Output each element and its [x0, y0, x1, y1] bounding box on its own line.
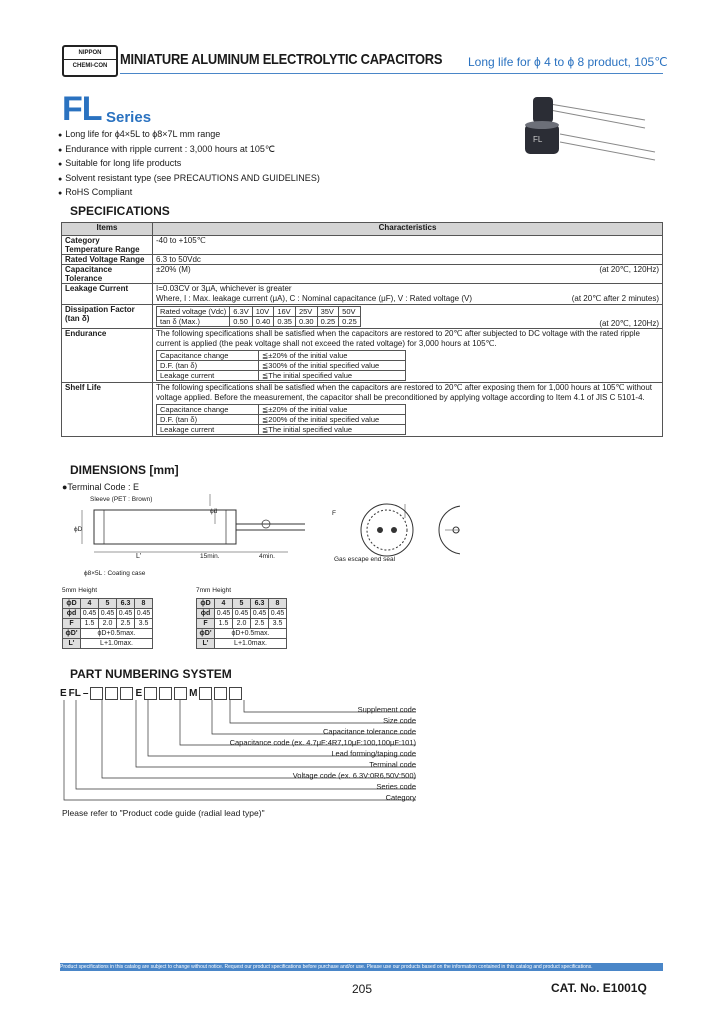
- dim-cell: 5: [233, 599, 251, 609]
- endurance-val: ≦300% of the initial specified value: [259, 361, 406, 371]
- dim-cell: 1.5: [81, 619, 99, 629]
- product-code-note: Please refer to "Product code guide (radial lead type)": [62, 808, 265, 818]
- dimension-table-5mm: [62, 598, 153, 649]
- dim-cell: L': [197, 639, 215, 649]
- df-voltage: 16V: [274, 307, 296, 317]
- code-box: [174, 687, 187, 700]
- feature-list: [58, 128, 320, 201]
- code-box: [120, 687, 133, 700]
- dim-cell: 0.45: [233, 609, 251, 619]
- pn-label: Size code: [383, 716, 416, 725]
- endurance-cell: [153, 329, 663, 383]
- dim-cell: ϕD: [63, 599, 81, 609]
- category-temp-value: -40 to +105℃: [153, 236, 663, 255]
- dim-cell: 0.45: [117, 609, 135, 619]
- cap-tol-label: Capacitance Tolerance: [62, 265, 153, 284]
- catalog-title: MINIATURE ALUMINUM ELECTROLYTIC CAPACITORS: [120, 51, 443, 68]
- series-code: FL: [62, 90, 102, 128]
- dim-cell: 4: [81, 599, 99, 609]
- dim-cell: 4: [215, 599, 233, 609]
- pn-label: Terminal code: [369, 760, 416, 769]
- shelf-life-table: [156, 404, 406, 435]
- df-value: 0.30: [295, 317, 317, 327]
- leakage-line2: Where, I : Max. leakage current (μA), C : Nominal capacitance (μF), V : Rated voltage (V): [156, 294, 472, 303]
- dim-cell: F: [197, 619, 215, 629]
- gas-escape-label: Gas escape end seal: [334, 556, 396, 563]
- feature-item: ● Suitable for long life products: [58, 157, 320, 172]
- shelf-val: ≦±20% of the initial value: [259, 405, 406, 415]
- df-voltage-label: Rated voltage (Vdc): [157, 307, 230, 317]
- product-tagline: Long life for ϕ 4 to ϕ 8 product, 105℃: [468, 55, 668, 69]
- code-box: [90, 687, 103, 700]
- dim-cell: 2.5: [251, 619, 269, 629]
- shelf-val: ≦200% of the initial specified value: [259, 415, 406, 425]
- pn-label: Capacitance code (ex. 4.7μF:4R7,10μF:100,100μF:101): [229, 738, 416, 747]
- dim-cell: 0.45: [251, 609, 269, 619]
- feature-item: ● RoHS Compliant: [58, 186, 320, 201]
- endurance-text: The following specifications shall be satisfied when the capacitors are restored to 20℃ after subjected to DC voltage with the rated ripple current is applied (the peak voltage shall not exceed the rated voltage) for 3,000 hours at 105℃.: [156, 329, 640, 348]
- table-title-7mm: 7mm Height: [196, 587, 232, 594]
- df-label: Dissipation Factor: [65, 305, 135, 314]
- shelf-key: Capacitance change: [157, 405, 259, 415]
- df-voltage: 35V: [317, 307, 339, 317]
- df-value: 0.40: [252, 317, 274, 327]
- dim-cell: 2.0: [233, 619, 251, 629]
- category-temp-label: Category Temperature Range: [62, 236, 153, 255]
- dim-cell: ϕd: [63, 609, 81, 619]
- dim-cell: ϕD': [197, 629, 215, 639]
- endurance-key: Capacitance change: [157, 351, 259, 361]
- pn-label: Voltage code (ex. 6.3V:0R6,50V:500): [292, 771, 416, 780]
- footer-disclaimer: Product specifications in this catalog are subject to change without notice. Request our product specifications before purchase and/or use. Please use our products based on the information contained in this catalog and product specifications.: [60, 964, 593, 970]
- df-voltage: 50V: [339, 307, 361, 317]
- code-tolerance: M: [189, 688, 198, 699]
- dimensions-heading: DIMENSIONS [mm]: [70, 463, 179, 477]
- specifications-heading: SPECIFICATIONS: [70, 204, 170, 218]
- dim-cell: 0.45: [99, 609, 117, 619]
- series-word: Series: [106, 109, 152, 126]
- code-dash: –: [82, 688, 89, 699]
- dim-cell: ϕD: [197, 599, 215, 609]
- table-title-5mm: 5mm Height: [62, 587, 98, 594]
- dim-cell: ϕD+0.5max.: [215, 629, 287, 639]
- page-number: 205: [352, 982, 373, 996]
- Lp-label: L': [136, 553, 142, 560]
- logo-line1: NIPPON: [78, 50, 102, 56]
- df-cond: (at 20℃, 120Hz): [599, 319, 659, 328]
- endurance-val: ≦±20% of the initial value: [259, 351, 406, 361]
- code-terminal: E: [135, 688, 143, 699]
- df-value: 0.25: [317, 317, 339, 327]
- dim-cell: L+1.0max.: [215, 639, 287, 649]
- dim-cell: 8: [135, 599, 153, 609]
- shelf-life-text: The following specifications shall be satisfied when the capacitors are restored to 20℃ after exposing them for 1,000 hours at 105℃ without voltage applied. Before the measurement, the capacitor shall be preconditioned by applying voltage according to Item 4.1 of JIS C 5101-4.: [156, 383, 653, 402]
- logo-line2: CHEMI-CON: [64, 59, 116, 72]
- df-value: 0.35: [274, 317, 296, 327]
- col-characteristics: Characteristics: [153, 223, 663, 236]
- df-label2: (tan δ): [65, 314, 90, 323]
- dim-cell: F: [63, 619, 81, 629]
- endurance-key: Leakage current: [157, 371, 259, 381]
- phiD-label: ϕD: [74, 526, 83, 533]
- cap-tol-value: ±20% (M): [156, 265, 191, 274]
- dim-cell: 3.5: [269, 619, 287, 629]
- endurance-key: D.F. (tan δ): [157, 361, 259, 371]
- sleeve-label: Sleeve (PET : Brown): [90, 496, 153, 503]
- F-label: F: [332, 510, 336, 517]
- dim-cell: 2.5: [117, 619, 135, 629]
- nippon-chemicon-logo: [62, 45, 118, 77]
- shelf-key: Leakage current: [157, 425, 259, 435]
- dim-cell: ϕd: [197, 609, 215, 619]
- catalog-number: CAT. No. E1001Q: [551, 981, 647, 995]
- leakage-line1: I=0.03CV or 3μA, whichever is greater: [156, 284, 292, 293]
- rated-voltage-value: 6.3 to 50Vdc: [153, 255, 663, 265]
- dim-cell: 5: [99, 599, 117, 609]
- endurance-val: ≦The initial specified value: [259, 371, 406, 381]
- df-voltage: 10V: [252, 307, 274, 317]
- dim-cell: 6.3: [251, 599, 269, 609]
- min15-label: 15min.: [200, 553, 220, 560]
- code-box: [144, 687, 157, 700]
- part-code-template: [60, 687, 242, 700]
- shelf-life-cell: [153, 383, 663, 437]
- df-table: [156, 306, 361, 327]
- col-items: Items: [62, 223, 153, 236]
- code-category: E: [60, 688, 67, 699]
- code-series: FL: [68, 688, 81, 699]
- dim-cell: 0.45: [135, 609, 153, 619]
- endurance-table: [156, 350, 406, 381]
- svg-text:FL: FL: [533, 135, 543, 144]
- dim-cell: 8: [269, 599, 287, 609]
- df-cell: [153, 305, 663, 329]
- cap-tol-cell: [153, 265, 663, 284]
- dim-cell: 0.45: [81, 609, 99, 619]
- df-value: 0.50: [230, 317, 252, 327]
- cap-tol-cond: (at 20℃, 120Hz): [599, 265, 659, 274]
- pn-label: Supplement code: [357, 705, 416, 714]
- code-box: [229, 687, 242, 700]
- feature-item: ● Endurance with ripple current : 3,000 hours at 105℃: [58, 143, 320, 158]
- df-value: 0.25: [339, 317, 361, 327]
- specifications-table: [61, 222, 663, 437]
- code-box: [199, 687, 212, 700]
- leakage-cell: [153, 284, 663, 305]
- dim-cell: 2.0: [99, 619, 117, 629]
- capacitor-photo: [515, 92, 665, 172]
- coating-note: ϕ8×5L : Coating case: [84, 570, 146, 577]
- dim-cell: 6.3: [117, 599, 135, 609]
- leakage-cond: (at 20℃ after 2 minutes): [571, 294, 659, 303]
- dim-cell: L': [63, 639, 81, 649]
- df-label-cell: [62, 305, 153, 329]
- code-box: [159, 687, 172, 700]
- phid-label: ϕd: [210, 508, 218, 515]
- feature-item: ● Solvent resistant type (see PRECAUTIONS AND GUIDELINES): [58, 172, 320, 187]
- pn-label: Series code: [376, 782, 416, 791]
- rated-voltage-label: Rated Voltage Range: [62, 255, 153, 265]
- header-divider: [120, 73, 663, 74]
- shelf-life-label: Shelf Life: [62, 383, 153, 437]
- leakage-label: Leakage Current: [62, 284, 153, 305]
- dim-cell: ϕD+0.5max.: [81, 629, 153, 639]
- dim-cell: 3.5: [135, 619, 153, 629]
- dim-cell: L+1.0max.: [81, 639, 153, 649]
- df-voltage: 6.3V: [230, 307, 252, 317]
- pn-label: Capacitance tolerance code: [323, 727, 416, 736]
- dim-cell: 1.5: [215, 619, 233, 629]
- endurance-label: Endurance: [62, 329, 153, 383]
- dim-cell: 0.45: [215, 609, 233, 619]
- min4-label: 4min.: [259, 553, 275, 560]
- terminal-code: ●Terminal Code : E: [62, 482, 139, 492]
- dim-cell: ϕD': [63, 629, 81, 639]
- dimension-table-7mm: [196, 598, 287, 649]
- pn-label: Lead forming/taping code: [331, 749, 416, 758]
- feature-item: ● Long life for ϕ4×5L to ϕ8×7L mm range: [58, 128, 320, 143]
- df-voltage: 25V: [295, 307, 317, 317]
- shelf-val: ≦The initial specified value: [259, 425, 406, 435]
- shelf-key: D.F. (tan δ): [157, 415, 259, 425]
- dim-cell: 0.45: [269, 609, 287, 619]
- part-numbering-heading: PART NUMBERING SYSTEM: [70, 667, 232, 681]
- pn-label: Category: [385, 793, 416, 802]
- code-box: [214, 687, 227, 700]
- df-tan-label: tan δ (Max.): [157, 317, 230, 327]
- code-box: [105, 687, 118, 700]
